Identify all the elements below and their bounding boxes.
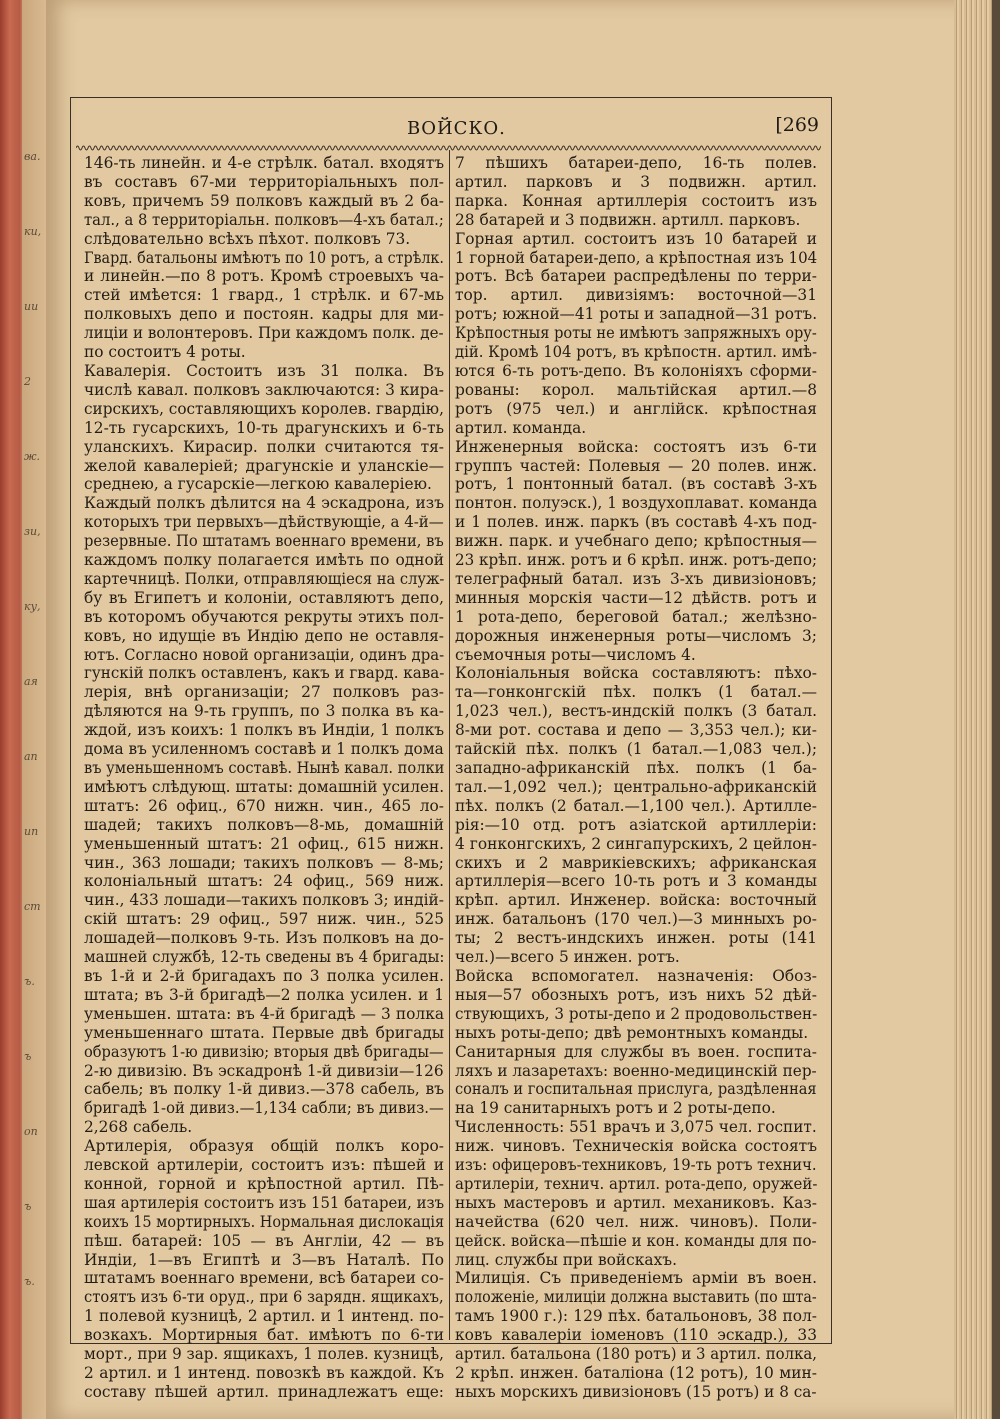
text-line: образуютъ 1-ю дивизію; вторыя двѣ бригады— [84, 1042, 444, 1061]
margin-fragment: зи, [24, 525, 41, 538]
text-line: скихъ и 2 маврикіевскихъ; африканская [455, 853, 817, 872]
text-line: рованы: корол. мальтійская артил.—8 [455, 380, 817, 399]
text-line: артил. парковъ и 3 подвижн. артил. [455, 172, 817, 191]
text-line: Каждый полкъ дѣлится на 4 эскадрона, изъ [84, 494, 444, 513]
margin-fragment: ип [24, 825, 39, 838]
text-line: съемочныя роты—числомъ 4. [455, 645, 696, 664]
text-line: Крѣпостныя роты не имѣютъ запряжныхъ ору- [455, 324, 817, 343]
text-line: пѣх. полкъ (2 батал.—1,100 чел.). Артилле- [455, 796, 817, 815]
text-line: составу пѣшей артил. принадлежатъ еще: [84, 1382, 444, 1401]
text-line: ротъ. Всѣ батареи распредѣлены по терри- [455, 267, 817, 286]
text-line: гунскій полкъ оставленъ, какъ и гвард. кава- [84, 664, 445, 683]
text-line: 4 гонконгскихъ, 2 сингапурскихъ, 2 цейлон- [455, 834, 817, 853]
text-line: шая артилерія состоитъ изъ 151 батареи, изъ [84, 1193, 445, 1212]
text-line: на 19 санитарныхъ ротъ и 2 роты-депо. [455, 1099, 776, 1118]
text-line: имѣютъ слѣдующ. штаты: домашній усилен. [84, 777, 445, 796]
text-line: дома въ усиленномъ составѣ и 1 полкъ дома [84, 740, 444, 759]
margin-fragment: ап [24, 750, 38, 763]
text-line: 1 рота-депо, береговой батал.; желѣзно- [455, 607, 817, 626]
text-line: Войска вспомогател. назначенія: Обоз- [455, 966, 817, 985]
text-line: Кавалерія. Состоитъ изъ 31 полка. Въ [84, 361, 444, 380]
text-line: и линейн.—по 8 ротъ. Кромѣ строевыхъ ча- [84, 267, 444, 286]
text-line: артиллерія—всего 10-ть ротъ и 3 команды [455, 872, 817, 891]
text-line: инж. батальонъ (170 чел.)—3 минныхъ ро- [455, 910, 817, 929]
margin-fragment: ии [24, 300, 39, 313]
text-line: группъ частей: Полевыя — 20 полев. инж. [455, 456, 817, 475]
text-line: 1 полевой кузницѣ, 2 артил. и 1 интенд. по- [84, 1307, 444, 1326]
text-line: 23 крѣп. инж. ротъ и 6 крѣп. инж. ротъ-депо; [455, 551, 818, 570]
text-line: уменьшеннаго штата. Первые двѣ бригады [84, 1023, 444, 1042]
text-line: чин., 363 лошади; такихъ полковъ — 8-мь; [84, 853, 444, 872]
margin-fragment: ку, [24, 600, 41, 613]
margin-fragment: ст [24, 900, 41, 913]
text-line: ждой, изъ коихъ: 1 полкъ въ Индіи, 1 полкъ [84, 721, 444, 740]
text-line: уменьшенный штатъ: 21 офиц., 615 нижн. [84, 834, 444, 853]
text-line: Гвард. батальоны имѣютъ по 10 ротъ, а стрѣлк. [84, 248, 444, 267]
text-line: въ которомъ обучаются рекруты этихъ пол- [84, 607, 444, 626]
text-line: изъ: офицеровъ-техниковъ, 19-ть ротъ технич. [455, 1156, 817, 1175]
text-line: штатъ: 26 офиц., 670 нижн. чин., 465 ло- [84, 796, 444, 815]
text-line: скій штатъ: 29 офиц., 597 ниж. чин., 525 [84, 910, 444, 929]
text-line: ныхъ мастеровъ и артил. механиковъ. Каз- [455, 1193, 817, 1212]
text-line: рія:—10 отд. ротъ азіатской артиллеріи: [455, 815, 817, 834]
text-line: ковъ кавалеріи іоменовъ (110 эскадр.), 33 [455, 1326, 817, 1345]
text-line: ковъ, причемъ 59 полковъ каждый въ 2 ба- [84, 191, 444, 210]
text-line: Санитарныя для службы въ воен. госпита- [455, 1042, 817, 1061]
text-line: лошадей—полковъ 9-ть. Изъ полковъ на до- [84, 929, 444, 948]
text-line: бригадѣ 1-ой дивиз.—1,134 сабли; въ дивиз.— [84, 1099, 444, 1118]
text-line: тамъ 1900 г.): 129 пѣх. батальоновъ, 38 пол- [455, 1307, 817, 1326]
text-line: дій. Кромѣ 104 ротъ, въ крѣпостн. артил. имѣ- [455, 343, 817, 362]
text-line: артил. батальона (180 ротъ) и 3 артил. полка, [455, 1345, 818, 1364]
text-line: слѣдовательно всѣхъ пѣхот. полковъ 73. [84, 229, 411, 248]
text-line: морт., при 9 зар. ящикахъ, 1 полев. кузницѣ, [84, 1345, 444, 1364]
margin-fragment: ки, [24, 225, 42, 238]
text-line: штатамъ военнаго времени, всѣ батареи со- [84, 1269, 444, 1288]
text-line: колоніальный штатъ: 24 офиц., 569 ниж. [84, 872, 444, 891]
text-line: телеграфный батал. изъ 3-хъ дивизіоновъ; [455, 569, 817, 588]
text-line: западно-африканскій пѣх. полкъ (1 ба- [455, 759, 817, 777]
text-line: ныя—57 обозныхъ ротъ, изъ нихъ 52 дѣй- [455, 985, 817, 1004]
text-line: ниж. чиновъ. Техническія войска состоятъ [455, 1137, 817, 1156]
text-line: ныхъ роты-депо; двѣ ремонтныхъ команды. [455, 1023, 809, 1042]
margin-fragment: ъ [24, 1200, 32, 1213]
text-line: сирскихъ, составляющихъ королев. гвардію, [84, 399, 444, 418]
margin-fragment: оп [24, 1125, 38, 1138]
text-line: лерія, внѣ организаціи; 27 полковъ раз- [84, 683, 444, 702]
text-line: минныя морскія части—12 дѣйств. ротъ и [455, 588, 817, 607]
text-line: ляхъ и лазаретахъ: военно-медицинскій пер- [455, 1061, 817, 1080]
running-header [72, 114, 827, 144]
text-line: положеніе, милиціи должна выставить (по шта- [455, 1288, 817, 1307]
text-line: ротъ, 1 понтонный батал. (въ составѣ 3-хъ [455, 475, 817, 494]
text-line: тор. артил. дивизіямъ: восточной—31 [455, 286, 817, 305]
text-line: ротъ; южной—41 роты и западной—31 ротъ. [455, 305, 818, 324]
text-line: ютъ. Согласно новой организаціи, одинъ дра- [84, 645, 445, 664]
page-number: [269 [775, 114, 819, 136]
text-line: картечницѣ. Полки, отправляющіеся на служ- [84, 569, 445, 588]
text-line: левской артилеріи, состоитъ изъ: пѣшей и [84, 1156, 444, 1175]
margin-fragment: ъ. [24, 975, 35, 988]
text-line: соналъ и госпитальная прислуга, раздѣленная [455, 1080, 817, 1099]
text-line: лиц. службы при войскахъ. [455, 1250, 677, 1269]
text-line: вижн. парк. и учебнаго депо; крѣпостныя— [455, 532, 817, 551]
page-title: ВОЙСКО. [407, 118, 506, 139]
text-line: ныхъ морскихъ дивизіоновъ (15 ротъ) и 8 са- [455, 1382, 817, 1401]
text-line: тал., а 8 территоріальн. полковъ—4-хъ батал.; [84, 210, 444, 229]
text-line: въ составъ 67-ми территоріальныхъ пол- [84, 172, 444, 191]
text-line: артил. команда. [455, 418, 587, 437]
text-line: сабель; въ полку 1-й дивиз.—378 сабель, въ [84, 1080, 444, 1099]
text-line: Инженерныя войска: состоятъ изъ 6-ти [455, 437, 817, 456]
text-line: понтон. полуэск.), 1 воздухоплават. команда [455, 494, 818, 513]
text-line: шадей; такихъ полковъ—8-мь, домашній [84, 815, 444, 834]
right-column [455, 154, 817, 1402]
text-line: Колоніальныя войска составляютъ: пѣхо- [455, 664, 817, 683]
text-line: ротъ (975 чел.) и англійск. крѣпостная [455, 399, 817, 418]
text-line: бу въ Египетъ и колоніи, оставляютъ депо, [84, 588, 444, 607]
text-line: 12-ть гусарскихъ, 10-ть драгунскихъ и 6-ть [84, 418, 444, 437]
text-line: коихъ 15 мортирныхъ. Нормальная дислокація [84, 1212, 445, 1231]
text-line: ковъ, но идущіе въ Индію депо не оставля- [84, 626, 444, 645]
text-line: среднею, а гусарскіе—легкою кавалеріею. [84, 475, 432, 494]
text-line: Индіи, 1—въ Египтѣ и 3—въ Наталѣ. По [84, 1250, 444, 1269]
text-line: 28 батарей и 3 подвижн. артилл. парковъ. [455, 210, 801, 229]
text-line: 1,023 чел.), вестъ-индскій полкъ (3 батал. [455, 702, 817, 721]
text-line: и 1 полев. инж. паркъ (въ составѣ 4-хъ под- [455, 513, 817, 532]
left-column [84, 154, 444, 1402]
text-line: цейск. войска—пѣшіе и кон. команды для по- [455, 1231, 817, 1250]
text-line: Численность: 551 врачъ и 3,075 чел. госпит. [455, 1118, 817, 1137]
text-line: артилеріи, технич. артил. рота-депо, оружей- [455, 1174, 818, 1193]
text-line: дѣляются на 9-ть группъ, по 3 полка въ ка- [84, 702, 444, 721]
text-line: 2-ю дивизію. Въ эскадронѣ 1-й дивизіи—126 [84, 1061, 444, 1080]
text-line: числѣ кавал. полковъ заключаются: 3 кира- [84, 380, 444, 399]
text-line: ствующихъ, 3 роты-депо и 2 продовольствен- [455, 1004, 818, 1023]
text-line: ты; 2 вестъ-индскихъ инжен. роты (141 [455, 929, 817, 948]
text-line: ются 6-ть ротъ-депо. Въ колоніяхъ сформи- [455, 361, 817, 380]
text-line: 1 горной батареи-депо, а крѣпостная изъ 104 [455, 248, 818, 267]
text-line: резервные. По штатамъ военнаго времени, въ [84, 532, 444, 551]
text-line: стей имѣется: 1 гвард., 1 стрѣлк. и 67-мь [84, 286, 444, 305]
margin-fragment: ъ [24, 1050, 32, 1063]
text-line: Артилерія, образуя общій полкъ коро- [84, 1137, 444, 1156]
text-line: по состоитъ 4 роты. [84, 343, 246, 362]
margin-fragment: ж. [24, 450, 41, 463]
text-line: полковыхъ депо и постоян. кадры для ми- [84, 305, 444, 324]
text-line: штата; въ 3-й бригадѣ—2 полка усилен. и 1 [84, 985, 444, 1004]
text-line: возкахъ. Мортирныя бат. имѣютъ по 6-ти [84, 1326, 444, 1345]
text-line: каждомъ полку полагается имѣть по одной [84, 551, 444, 570]
text-line: тайскій пѣх. полкъ (1 батал.—1,083 чел.); [455, 740, 817, 759]
text-line: въ уменьшенномъ составѣ. Нынѣ кавал. полки [84, 759, 445, 777]
margin-fragment: ва. [24, 150, 41, 163]
margin-fragment: ая [24, 675, 38, 688]
text-line: уменьшен. штата: въ 4-й бригадѣ — 3 полка [84, 1004, 444, 1023]
margin-fragment: 2 [24, 375, 31, 388]
text-line: чел.)—всего 5 инжен. ротъ. [455, 948, 680, 967]
text-line: та—гонконгскій пѣх. полкъ (1 батал.— [455, 683, 817, 702]
text-line: начейства (620 чел. ниж. чиновъ). Поли- [455, 1212, 817, 1231]
text-line: машней службѣ, 12-ть сведены въ 4 бригады: [84, 948, 445, 967]
text-line: 7 пѣшихъ батареи-депо, 16-ть полев. [455, 154, 817, 172]
text-line: крѣп. артил. Инженер. войска: восточный [455, 891, 817, 910]
text-line: Горная артил. состоитъ изъ 10 батарей и [455, 229, 817, 248]
text-line: 2 крѣп. инжен. баталіона (12 ротъ), 10 мин- [455, 1364, 817, 1382]
column-divider [449, 150, 450, 1340]
text-line: Милиція. Съ приведеніемъ арміи въ воен. [455, 1269, 817, 1288]
text-line: лиціи и волонтеровъ. При каждомъ полк. де- [84, 324, 444, 343]
text-line: въ 1-й и 2-й бригадахъ по 3 полка усилен. [84, 966, 444, 985]
text-line: стоятъ изъ 6-ти оруд., при 6 зарядн. ящикахъ, [84, 1288, 444, 1307]
text-line: 2 артил. и 1 интенд. повозкѣ въ каждой. Къ [84, 1364, 444, 1382]
text-line: 2,268 сабель. [84, 1118, 193, 1137]
text-line: 146-ть линейн. и 4-е стрѣлк. батал. входятъ [84, 154, 444, 172]
text-line: пѣш. батарей: 105 — въ Англіи, 42 — въ [84, 1231, 444, 1250]
text-line: 8-ми рот. состава и депо — 3,353 чел.); ки- [455, 721, 817, 740]
background-edge [992, 0, 1000, 1419]
text-line: которыхъ три первыхъ—дѣйствующіе, а 4-й— [84, 513, 444, 532]
text-line: дорожныя инженерныя роты—числомъ 3; [455, 626, 817, 645]
text-line: конной, горной и крѣпостной артил. Пѣ- [84, 1174, 444, 1193]
text-line: желой кавалеріей; драгунскіе и уланскіе— [84, 456, 444, 475]
text-line: парка. Конная артиллерія состоитъ изъ [455, 191, 817, 210]
text-line: уланскихъ. Кирасир. полки считаются тя- [84, 437, 444, 456]
text-line: тал.—1,092 чел.); центрально-африканскій [455, 777, 817, 796]
margin-fragment: ъ. [24, 1275, 35, 1288]
text-line: чин., 433 лошади—такихъ полковъ 3; индій- [84, 891, 444, 910]
